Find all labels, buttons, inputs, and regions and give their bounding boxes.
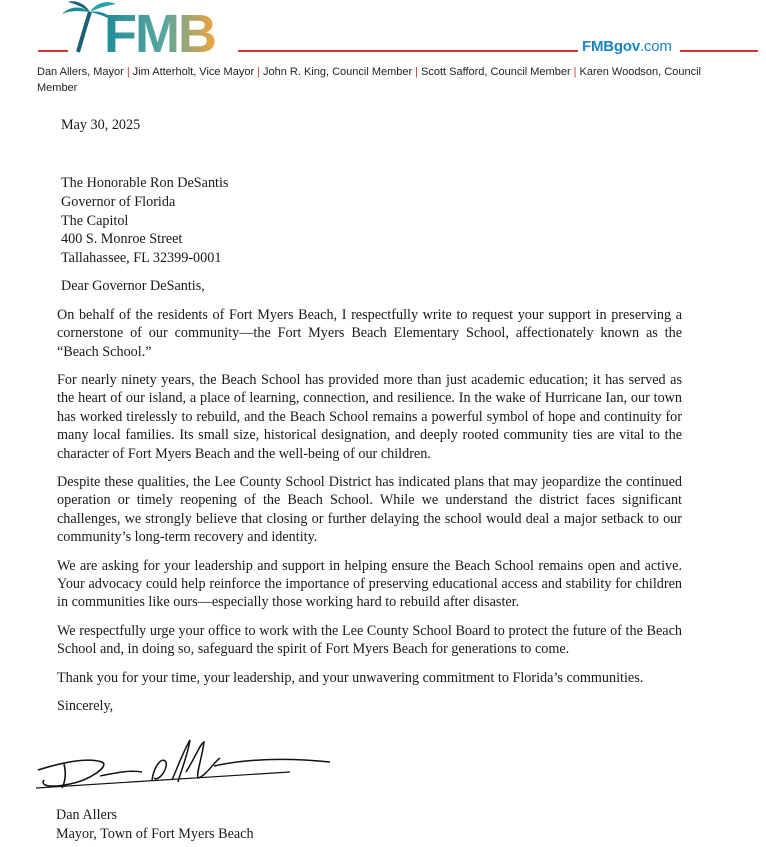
paragraph: On behalf of the residents of Fort Myers Beach, I respectfully write to request your support in preserving a cornerstone of our community—the Fort Myers Beach Elementary School, affectionately known as the “Beach School.” <box>57 306 682 360</box>
letter-body <box>57 116 682 716</box>
website-label: FMBgov.com <box>582 38 672 55</box>
address-line: The Capitol <box>61 212 129 229</box>
svg-text:FMB: FMB <box>104 4 215 56</box>
council-member: Karen Woodson, Council Member <box>37 66 701 94</box>
closing: Sincerely, <box>57 698 114 715</box>
council-member: Dan Allers, Mayor <box>37 66 124 78</box>
signer-title: Mayor, Town of Fort Myers Beach <box>56 825 254 842</box>
signer-block <box>56 806 254 843</box>
signer-name: Dan Allers <box>56 807 118 823</box>
letterhead <box>0 0 766 100</box>
rule-middle <box>238 50 578 52</box>
address-line: 400 S. Monroe Street <box>61 231 183 248</box>
address-line: The Honorable Ron DeSantis <box>61 175 229 192</box>
letter-date: May 30, 2025 <box>61 117 141 133</box>
council-member: Jim Atterholt, Vice Mayor <box>132 66 255 78</box>
council-member: John R. King, Council Member <box>262 66 413 78</box>
fmb-logo <box>60 0 238 56</box>
paragraph: We respectfully urge your office to work with the Lee County School Board to protect the future of the Beach School and, in doing so, safeguard the spirit of Fort Myers Beach for generations to come. <box>57 622 682 658</box>
paragraph: For nearly ninety years, the Beach School has provided more than just academic education; it has served as the heart of our island, a place of learning, connection, and resilience. In the wake of Hurricane Ian, our town has worked tirelessly to rebuild, and the Beach School remains a powerful symbol of hope and continuity for many local families. Its small size, historical designation, and deeply rooted community ties are vital to the character of Fort Myers Beach and the well-being of our children. <box>57 372 682 462</box>
salutation: Dear Governor DeSantis, <box>61 278 205 295</box>
council-list: Dan Allers, Mayor | Jim Atterholt, Vice Mayor | John R. King, Council Member | Scott Safford, Council Member | Karen Woodson, Council Member <box>37 66 701 94</box>
paragraph: Thank you for your time, your leadership, and your unwavering commitment to Florida’s communities. <box>57 669 644 686</box>
rule-right <box>680 50 758 52</box>
council-member: Scott Safford, Council Member <box>421 66 571 78</box>
address-line: Governor of Florida <box>61 194 176 210</box>
signature <box>30 736 340 798</box>
rule-left <box>38 50 68 52</box>
address-line: Tallahassee, FL 32399-0001 <box>61 249 222 266</box>
paragraph: We are asking for your leadership and support in helping ensure the Beach School remains open and active. Your advocacy could help reinforce the importance of preserving educational access and stability for children in communities like ours—especially those working hard to rebuild after disaster. <box>57 557 682 611</box>
recipient-address <box>61 174 682 267</box>
paragraph: Despite these qualities, the Lee County School District has indicated plans that may jeopardize the continued operation or timely reopening of the Beach School. While we understand the district faces significant challenges, we strongly believe that closing or further delaying the school would deal a major setback to our community’s long-term recovery and identity. <box>57 474 682 546</box>
